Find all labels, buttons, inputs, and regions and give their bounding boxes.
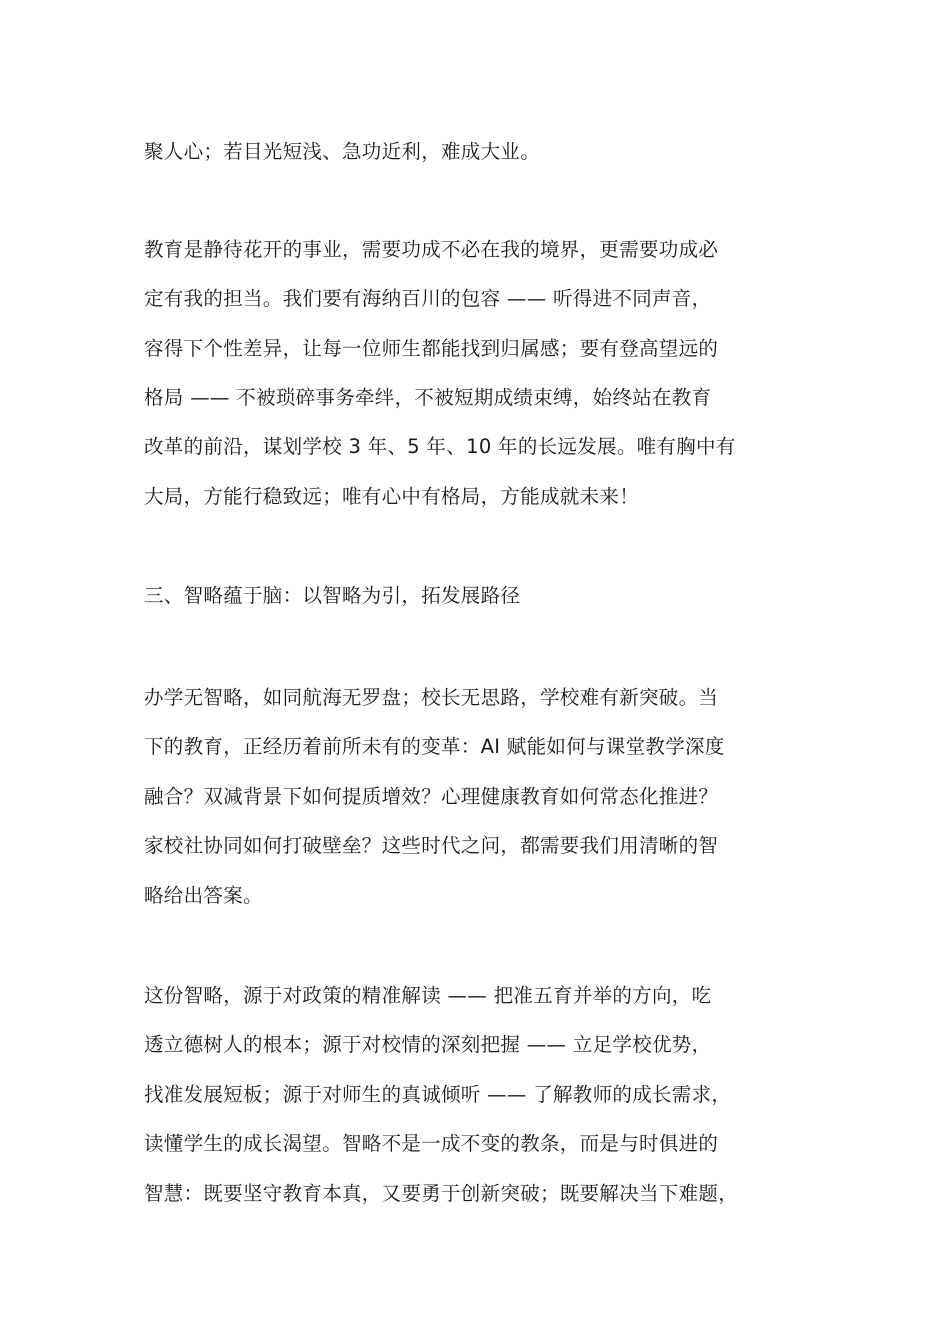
section-heading: 三、智略蕴于脑：以智略为引，拓发展路径: [144, 584, 521, 607]
text-line: 读懂学生的成长渴望。智略不是一成不变的教条，而是与时俱进的: [144, 1132, 719, 1155]
text-line: 教育是静待花开的事业，需要功成不必在我的境界，更需要功成必: [144, 238, 719, 261]
text-line: 智慧：既要坚守教育本真，又要勇于创新突破；既要解决当下难题，: [144, 1182, 739, 1205]
text-line: 家校社协同如何打破壁垒？这些时代之问，都需要我们用清晰的智: [144, 834, 719, 857]
text-line: 这份智略，源于对政策的精准解读 —— 把准五育并举的方向，吃: [144, 984, 712, 1007]
text-line: 改革的前沿，谋划学校 3 年、5 年、10 年的长远发展。唯有胸中有: [144, 435, 736, 458]
text-line: 定有我的担当。我们要有海纳百川的包容 —— 听得进不同声音，: [144, 287, 712, 310]
text-line: 透立德树人的根本；源于对校情的深刻把握 —— 立足学校优势，: [144, 1033, 712, 1056]
text-line: 找准发展短板；源于对师生的真诚倾听 —— 了解教师的成长需求，: [144, 1083, 732, 1106]
text-line: 下的教育，正经历着前所未有的变革：AI 赋能如何与课堂教学深度: [144, 735, 725, 758]
text-line: 办学无智略，如同航海无罗盘；校长无思路，学校难有新突破。当: [144, 686, 719, 709]
text-line: 聚人心；若目光短浅、急功近利，难成大业。: [144, 140, 541, 163]
text-line: 大局，方能行稳致远；唯有心中有格局，方能成就未来！: [144, 485, 640, 508]
text-line: 容得下个性差异，让每一位师生都能找到归属感；要有登高望远的: [144, 337, 719, 360]
text-line: 略给出答案。: [144, 884, 263, 907]
text-line: 格局 —— 不被琐碎事务牵绊，不被短期成绩束缚，始终站在教育: [144, 386, 712, 409]
text-line: 融合？双减背景下如何提质增效？心理健康教育如何常态化推进？: [144, 785, 719, 808]
